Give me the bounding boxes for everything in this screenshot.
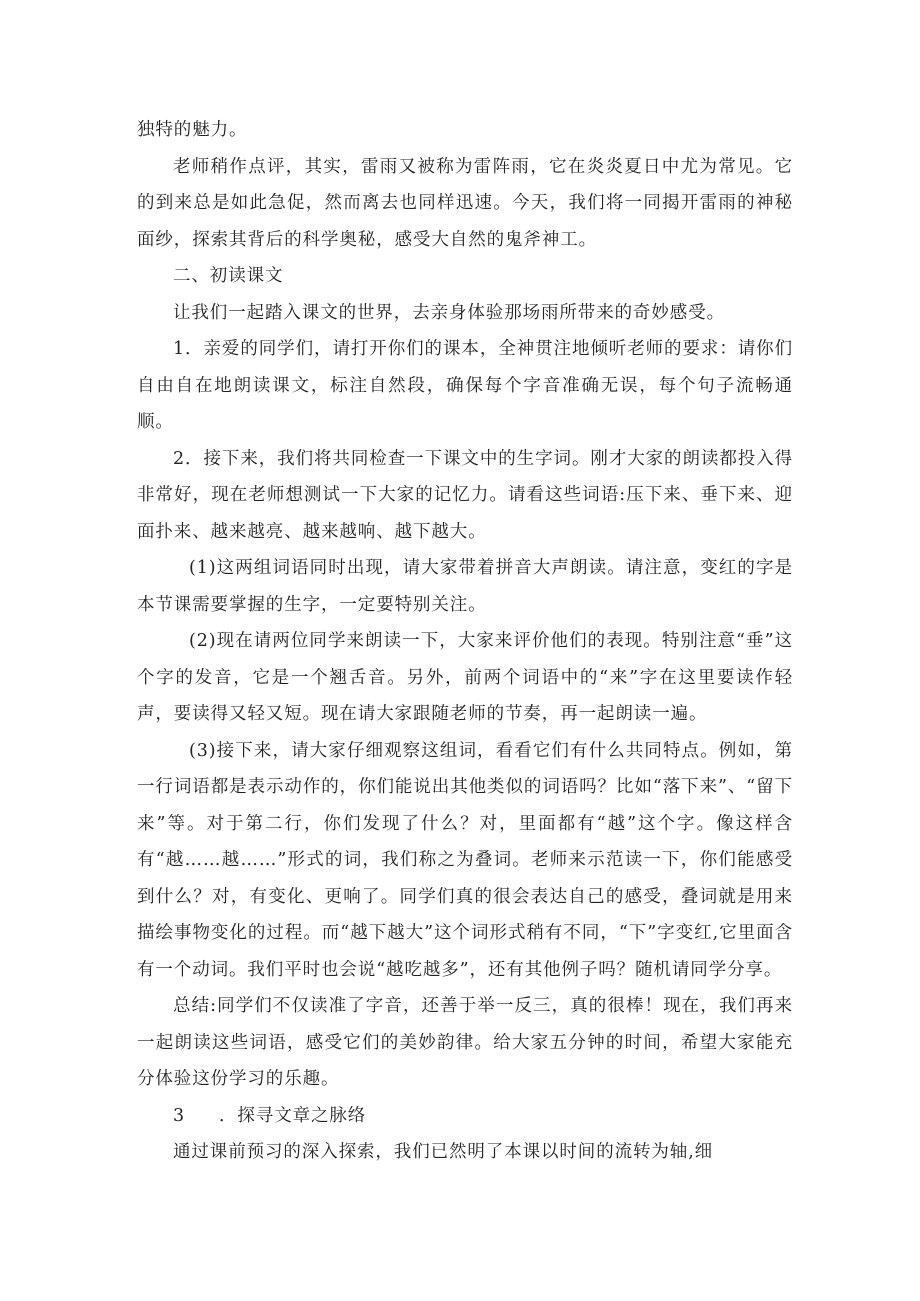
- paragraph-step-1: 1．亲爱的同学们，请打开你们的课本，全神贯注地倾听老师的要求：请你们自由自在地朗读课文，标注自然段，确保每个字音准确无误，每个句子流畅通顺。: [137, 339, 793, 432]
- paragraph-intro-reading: 让我们一起踏入课文的世界，去亲身体验那场雨所带来的奇妙感受。: [173, 302, 725, 323]
- paragraph-closing-line: 独特的魅力。: [137, 120, 248, 140]
- section-heading-3: [137, 1098, 793, 1135]
- paragraph-step-2: 2．接下来，我们将共同检查一下课文中的生字词。刚才大家的朗读都投入得非常好，现在老师想测试一下大家的记忆力。请看这些词语:压下来、垂下来、迎面扑来、越来越亮、越来越响、越下越大。: [137, 448, 793, 542]
- paragraph-substep-1: (1)这两组词语同时出现，请大家带着拼音大声朗读。请注意，变红的字是本节课需要掌握的生字，一定要特别关注。: [137, 558, 793, 615]
- section-title: ．探寻文章之脉络: [219, 1105, 367, 1126]
- paragraph-summary: 总结:同学们不仅读准了字音，还善于举一反三，真的很棒！现在，我们再来一起朗读这些词语，感受它们的美妙韵律。给大家五分钟的时间，希望大家能充分体验这份学习的乐趣。: [137, 996, 793, 1089]
- paragraph-substep-3: (3)接下来，请大家仔细观察这组词，看看它们有什么共同特点。例如，第一行词语都是表示动作的，你们能说出其他类似的词语吗？比如“落下来”、“留下来”等。对于第二行，你们发现了什么？对，里面都有“越”这个字。像这样含有“越……越……”形式的词，我们称之为叠词。老师来示范读一下，你们能感受到什么？对，有变化、更响了。同学们真的很会表达自己的感受，叠词就是用来描绘事物变化的过程。而“越下越大”这个词形式稍有不同，“下”字变红,它里面含有一个动词。我们平时也会说“越吃越多”，还有其他例子吗？随机请同学分享。: [137, 740, 793, 980]
- document-body: [137, 112, 793, 1171]
- section-heading-first-reading: 二、初读课文: [173, 266, 284, 286]
- paragraph-teacher-comment: 老师稍作点评，其实，雷雨又被称为雷阵雨，它在炎炎夏日中尤为常见。它的到来总是如此急促，然而离去也同样迅速。今天，我们将一同揭开雷雨的神秘面纱，探索其背后的科学奥秘，感受大自然的鬼斧神工。: [137, 156, 793, 250]
- paragraph-substep-2: (2)现在请两位同学来朗读一下，大家来评价他们的表现。特别注意“垂”这个字的发音，它是一个翘舌音。另外，前两个词语中的“来”字在这里要读作轻声，要读得又轻又短。现在请大家跟随老师的节奏，再一起朗读一遍。: [137, 631, 793, 724]
- paragraph-last: 通过课前预习的深入探索，我们已然明了本课以时间的流转为轴,细: [173, 1142, 714, 1162]
- section-number: 3: [173, 1105, 186, 1126]
